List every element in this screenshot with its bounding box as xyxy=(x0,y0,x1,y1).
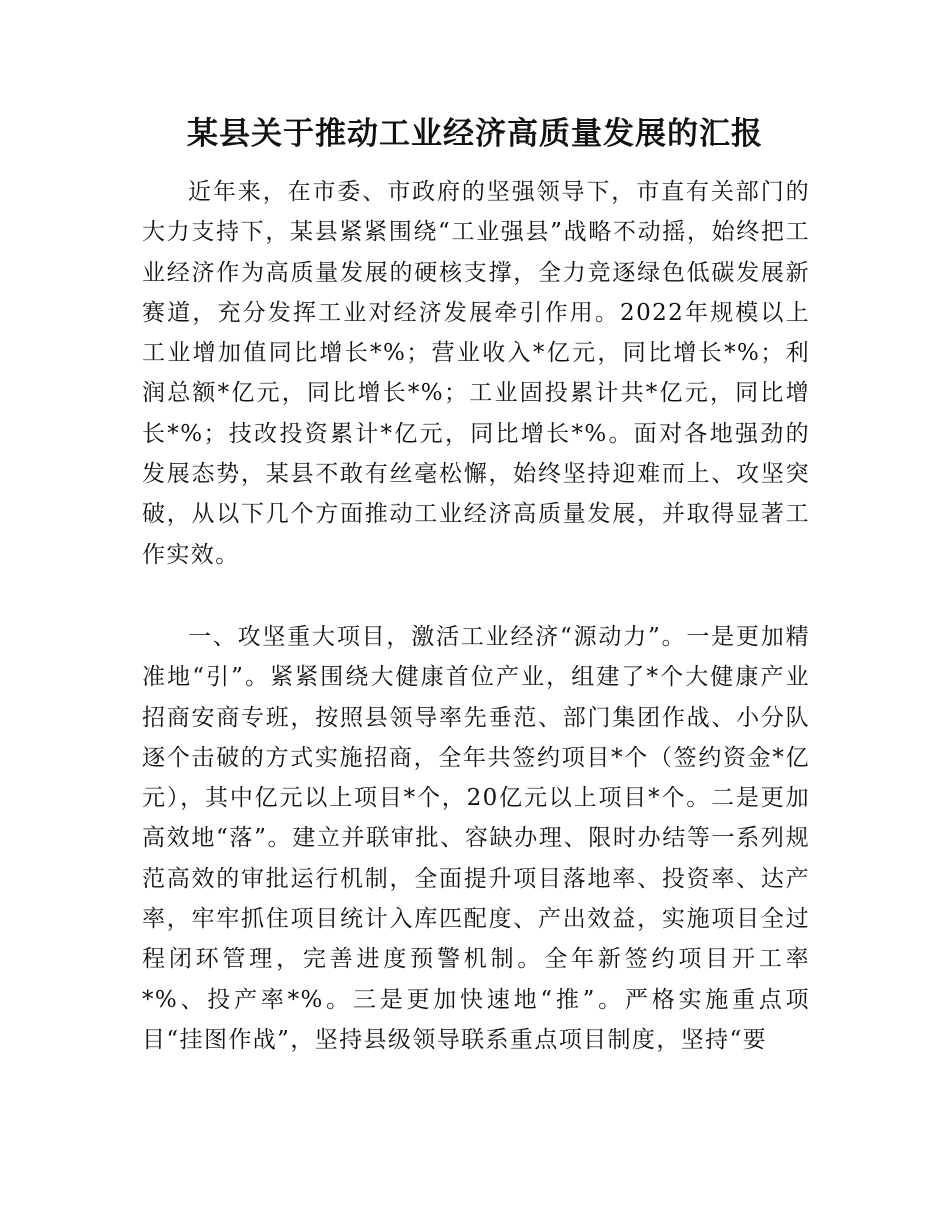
document-title: 某县关于推动工业经济高质量发展的汇报 xyxy=(187,116,763,152)
paragraph-intro: 近年来，在市委、市政府的坚强领导下，市直有关部门的大力支持下，某县紧紧围绕“工业强县”战略不动摇，始终把工业经济作为高质量发展的硬核支撑，全力竞逐绿色低碳发展新赛道，充分发挥工业对经济发展牵引作用。2022年规模以上工业增加值同比增长*%；营业收入*亿元，同比增长*%；利润总额*亿元，同比增长*%；工业固投累计共*亿元，同比增长*%；技改投资累计*亿元，同比增长*%。面对各地强劲的发展态势，某县不敢有丝毫松懈，始终坚持迎难而上、攻坚突破，从以下几个方面推动工业经济高质量发展，并取得显著工作实效。 xyxy=(142,179,810,568)
paragraph-section-one: 一、攻坚重大项目，激活工业经济“源动力”。一是更加精准地“引”。紧紧围绕大健康首位产业，组建了*个大健康产业招商安商专班，按照县领导率先垂范、部门集团作战、小分队逐个击破的方式实施招商，全年共签约项目*个（签约资金*亿元），其中亿元以上项目*个，20亿元以上项目*个。二是更加高效地“落”。建立并联审批、容缺办理、限时办结等一系列规范高效的审批运行机制，全面提升项目落地率、投资率、达产率，牢牢抓住项目统计入库匹配度、产出效益，实施项目全过程闭环管理，完善进度预警机制。全年新签约项目开工率*%、投产率*%。三是更加快速地“推”。严格实施重点项目“挂图作战”，坚持县级领导联系重点项目制度，坚持“要 xyxy=(142,624,810,1053)
